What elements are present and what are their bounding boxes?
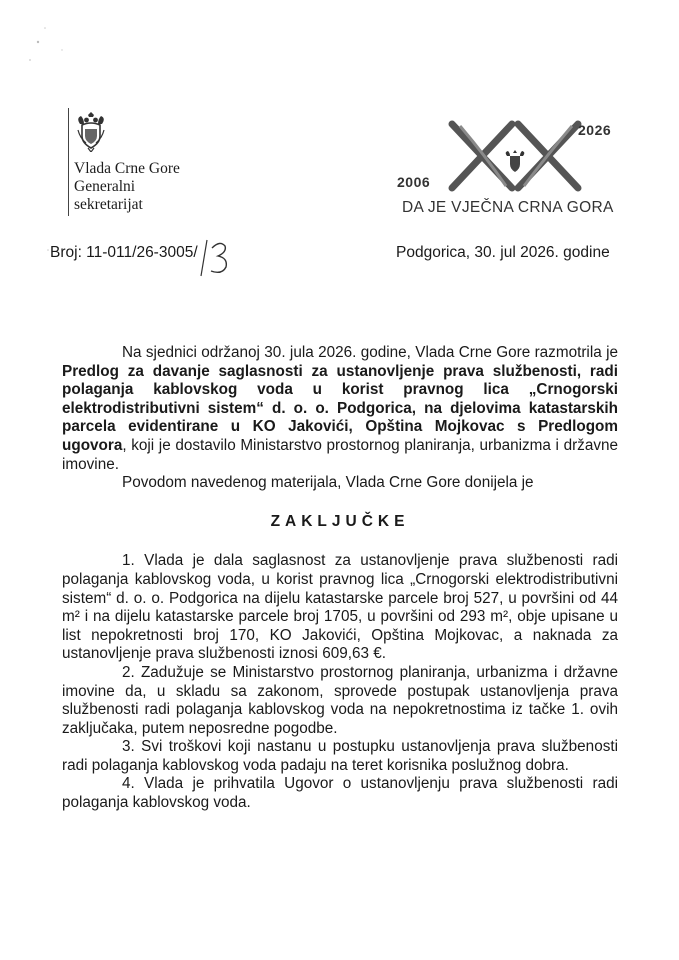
coat-of-arms-icon [74,112,108,152]
logo-year-2026: 2026 [578,122,612,138]
intro-paragraph [62,344,618,474]
logo-year-2006: 2006 [397,174,431,190]
document-body [62,344,618,813]
emblem-icon [506,150,525,172]
conclusion-item: 4. Vlada je prihvatila Ugovor o ustanovljenju prava službenosti radi polaganja kablovskog voda. [62,775,618,812]
anniversary-logo [397,116,630,224]
government-header [72,108,212,220]
intro-text-1: Na sjednici održanoj 30. jula 2026. godine, Vlada Crne Gore razmotrila je [122,344,618,361]
conclusion-item: 1. Vlada je dala saglasnost za ustanovljenje prava službenosti radi polaganja kablovskog voda, u korist pravnog lica „Crnogorski elektrodistributivni sistem“ d. o. o. Podgorica na dijelu katastarske parcele broj 527, u površini od 44 m² i na dijelu katastarske parcele broj 1705, u površini od 293 m², obje upisane u list nepokretnosti broj 170, KO Jakovići, Opština Mojkovac, a naknada za ustanovljenje prava službenosti iznosi 609,63 €. [62,552,618,663]
gov-line-2: Generalni [74,178,136,195]
handwritten-number-3 [198,236,232,280]
place-and-date: Podgorica, 30. jul 2026. godine [396,244,610,261]
intro-text-2: , koji je dostavilo Ministarstvo prostornog planiranja, urbanizma i državne imovine. [62,436,618,473]
conclusions-heading: ZAKLJUČKE [270,512,410,530]
conclusion-item: 2. Zadužuje se Ministarstvo prostornog planiranja, urbanizma i državne imovine da, u skladu sa zakonom, sprovede postupak ustanovljenja prava službenosti radi polaganja kablovskog voda na nepokretnostima iz tačke 1. ovih zaključaka, putem neposredne pogodbe. [62,663,618,737]
conclusion-item: 3. Svi troškovi koji nastanu u postupku ustanovljenja prava službenosti radi polaganja kablovskog voda padaju na teret korisnika poslužnog dobra. [62,738,618,774]
gov-line-1: Vlada Crne Gore [74,160,180,177]
intro-paragraph-2: Povodom navedenog materijala, Vlada Crne Gore donijela je [122,474,534,492]
government-name [74,160,180,214]
reference-number: Broj: 11-011/26-3005/ [50,244,198,261]
logo-slogan: DA JE VJEČNA CRNA GORA [402,199,614,216]
gov-line-3: sekretarijat [74,196,143,213]
intro-subject: Predlog za davanje saglasnosti za ustanovljenje prava službenosti, radi polaganja kablovskog voda u korist pravnog lica „Crnogorski elektrodistributivni sistem“ d. o. o. Podgorica, na djelovima katastarskih parcela evidentirane u KO Jakovići, Opština Mojkovac s Predlogom ugovora [62,362,618,454]
header-divider [68,108,69,216]
